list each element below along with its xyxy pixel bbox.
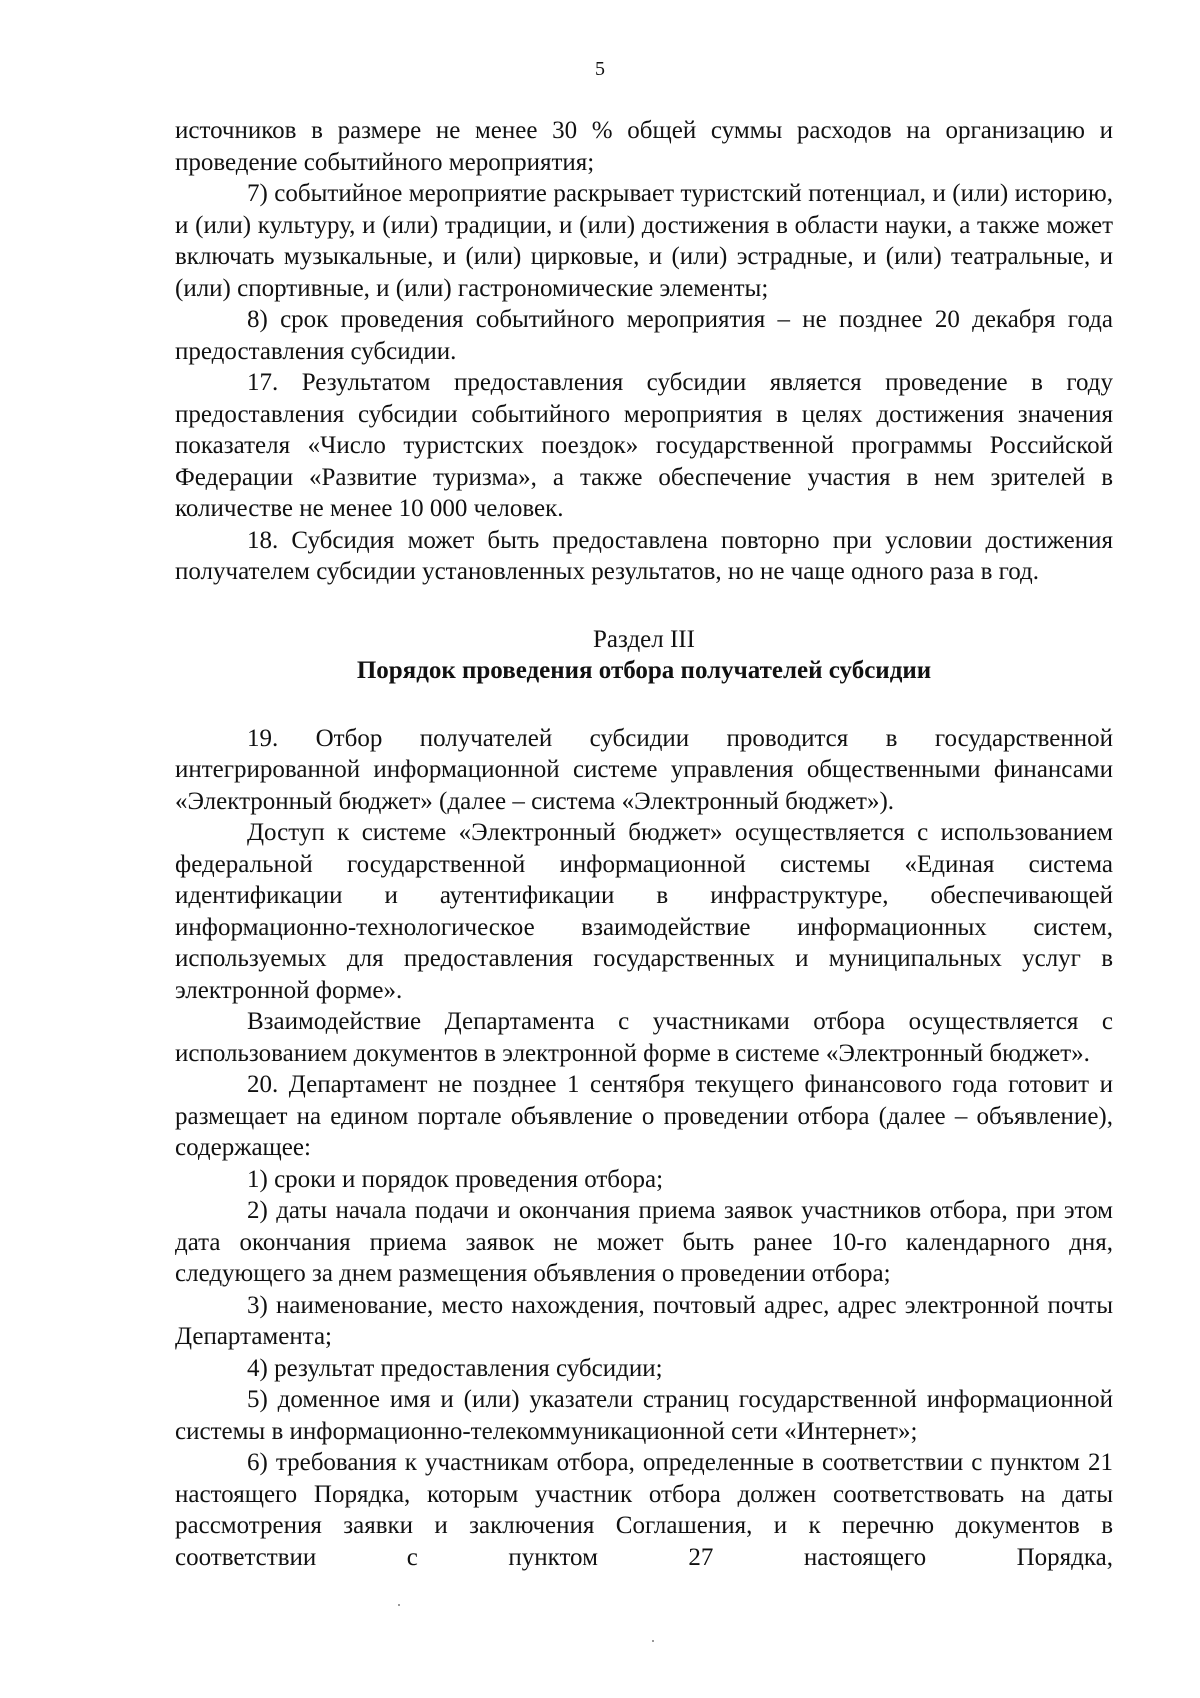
list-item: 5) доменное имя и (или) указатели страниц государственной информационной системы в информационно-телекоммуникационной сети «Интернет»;	[175, 1386, 1113, 1445]
list-item: 2) даты начала подачи и окончания приема заявок участников отбора, при этом дата окончания приема заявок не может быть ранее 10-го календарного дня, следующего за днем размещения объявления о проведении отбора;	[175, 1197, 1113, 1287]
list-item: 6) требования к участникам отбора, определенные в соответствии с пунктом 21 настоящего Порядка, которым участник отбора должен соответствовать на даты рассмотрения заявки и заключения Соглашения, и к перечню документов в соответствии с пунктом 27 настоящего Порядка,	[175, 1449, 1113, 1571]
paragraph: Доступ к системе «Электронный бюджет» осуществляется с использованием федеральной государственной информационной системы «Единая система идентификации и аутентификации в инфраструктуре, обеспечивающей информационно-технологическое взаимодействие информационных систем, используемых для предоставления государственных и муниципальных услуг в электронной форме».	[175, 819, 1113, 1004]
list-item: 1) сроки и порядок проведения отбора;	[247, 1165, 664, 1193]
page-number: 5	[595, 58, 605, 80]
section-label: Раздел III	[593, 625, 695, 653]
paragraph: 20. Департамент не позднее 1 сентября текущего финансового года готовит и размещает на едином портале объявление о проведении отбора (далее – объявление), содержащее:	[175, 1071, 1113, 1161]
paragraph: 7) событийное мероприятие раскрывает туристский потенциал, и (или) историю, и (или) культуру, и (или) традиции, и (или) достижения в области науки, а также может включать музыкальные, и (или) цирковые, и (или) эстрадные, и (или) театральные, и (или) спортивные, и (или) гастрономические элементы;	[175, 180, 1113, 302]
paragraph: источников в размере не менее 30 % общей суммы расходов на организацию и проведение событийного мероприятия;	[175, 117, 1113, 176]
paragraph: 19. Отбор получателей субсидии проводится в государственной интегрированной информационной системе управления общественными финансами «Электронный бюджет» (далее – система «Электронный бюджет»).	[175, 724, 1113, 815]
section-title: Порядок проведения отбора получателей субсидии	[356, 657, 932, 684]
scan-speck	[398, 1604, 400, 1606]
paragraph: 8) срок проведения событийного мероприятия – не позднее 20 декабря года предоставления субсидии.	[175, 306, 1113, 365]
list-item: 3) наименование, место нахождения, почтовый адрес, адрес электронной почты Департамента;	[175, 1291, 1113, 1350]
list-item: 4) результат предоставления субсидии;	[247, 1354, 663, 1382]
paragraph: 18. Субсидия может быть предоставлена повторно при условии достижения получателем субсидии установленных результатов, но не чаще одного раза в год.	[175, 526, 1113, 585]
document-body	[175, 115, 1113, 1573]
scan-speck	[652, 1640, 654, 1642]
paragraph: Взаимодействие Департамента с участниками отбора осуществляется с использованием документов в электронной форме в системе «Электронный бюджет».	[175, 1008, 1113, 1067]
paragraph: 17. Результатом предоставления субсидии является проведение в году предоставления субсидии событийного мероприятия в целях достижения значения показателя «Число туристских поездок» государственной программы Российской Федерации «Развитие туризма», а также обеспечение участия в нем зрителей в количестве не менее 10 000 человек.	[175, 369, 1113, 522]
